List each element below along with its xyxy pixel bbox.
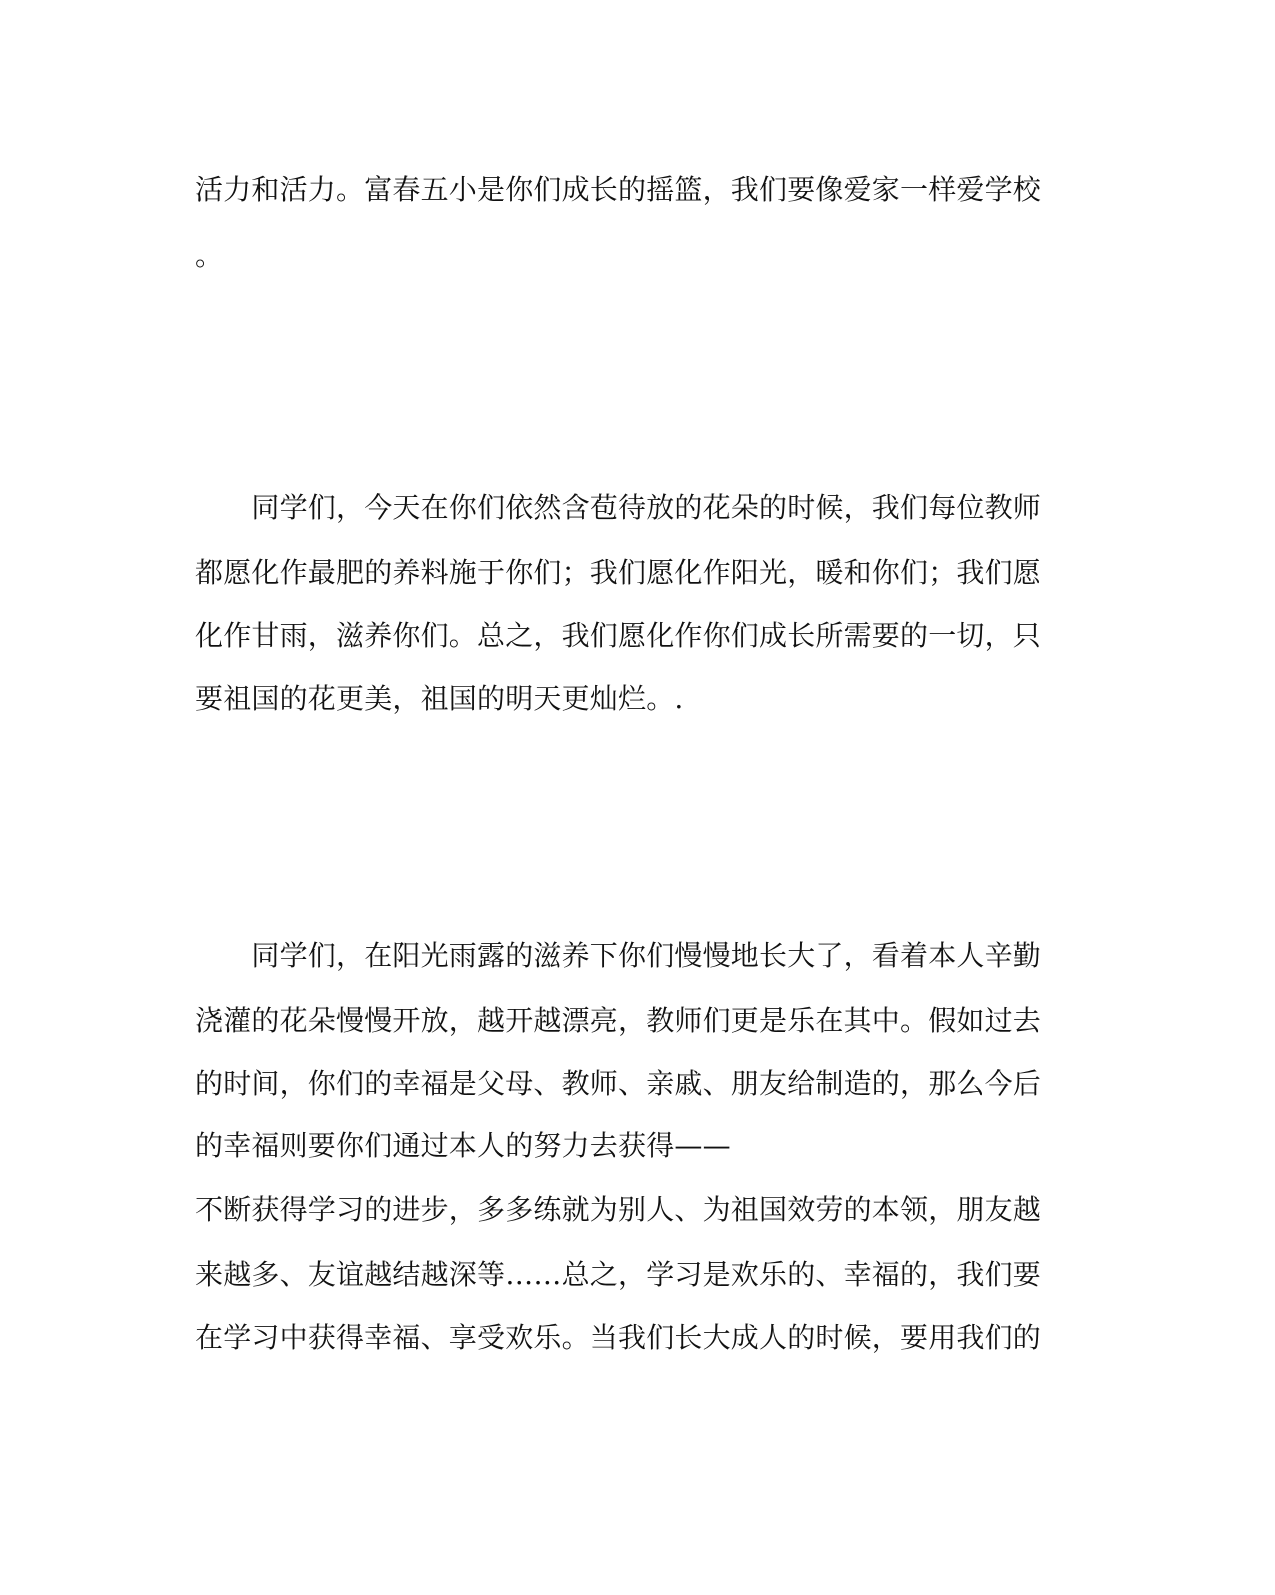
text-line: 的时间，你们的幸福是父母、教师、亲戚、朋友给制造的，那么今后 [195,1067,1042,1100]
text-line: 不断获得学习的进步，多多练就为别人、为祖国效劳的本领，朋友越 [195,1193,1042,1226]
text-line: 都愿化作最肥的养料施于你们；我们愿化作阳光，暖和你们；我们愿 [195,556,1042,589]
text-line: 的幸福则要你们通过本人的努力去获得—— [195,1129,731,1162]
text-line: 。 [195,239,224,272]
text-line: 活力和活力。富春五小是你们成长的摇篮，我们要像爱家一样爱学校 [195,173,1042,206]
text-line: 同学们，在阳光雨露的滋养下你们慢慢地长大了，看着本人辛勤 [195,939,1042,972]
text-line: 化作甘雨，滋养你们。总之，我们愿化作你们成长所需要的一切，只 [195,619,1042,652]
text-line: 在学习中获得幸福、享受欢乐。当我们长大成人的时候，要用我们的 [195,1321,1042,1354]
text-line: 浇灌的花朵慢慢开放，越开越漂亮，教师们更是乐在其中。假如过去 [195,1004,1042,1037]
text-line: 来越多、友谊越结越深等……总之，学习是欢乐的、幸福的，我们要 [195,1258,1042,1291]
text-line: 同学们，今天在你们依然含苞待放的花朵的时候，我们每位教师 [195,491,1042,524]
text-line: 要祖国的花更美，祖国的明天更灿烂。. [195,682,684,715]
